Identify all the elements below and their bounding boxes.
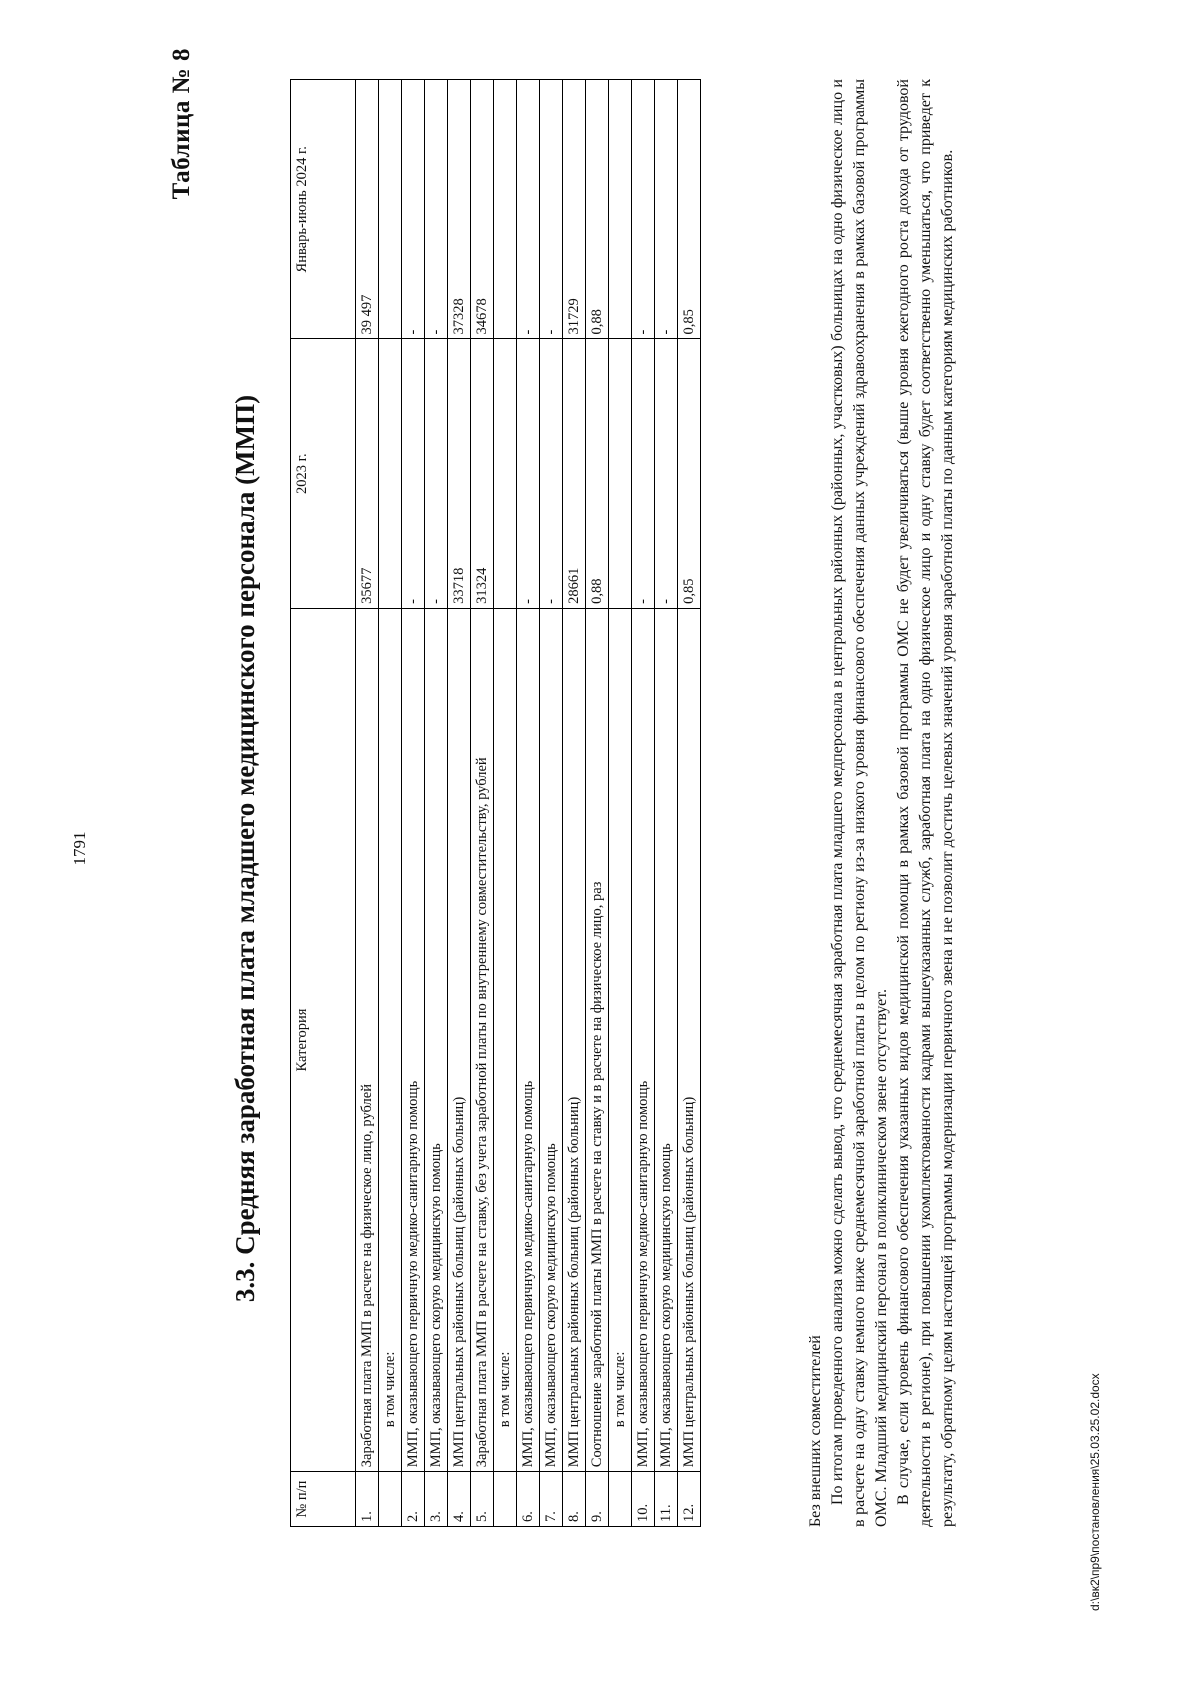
header-2024: Январь-июнь 2024 г. <box>291 80 356 340</box>
table-header-row <box>291 80 356 1527</box>
table-row <box>356 80 379 1527</box>
row-value-2023: 28661 <box>563 339 586 608</box>
row-num: 3. <box>425 1472 448 1527</box>
header-2023: 2023 г. <box>291 339 356 608</box>
row-value-2023: - <box>517 339 540 608</box>
row-value-2024: - <box>402 80 425 340</box>
row-value-2024: - <box>632 80 655 340</box>
file-path-footer: d:\вк2\пр9\постановления\25.03.25.02.docx <box>1088 1373 1102 1611</box>
row-value-2024 <box>379 80 402 340</box>
row-category: Соотношение заработной платы ММП в расчете на ставку и в расчете на физическое лицо, раз <box>586 608 609 1471</box>
row-num: 9. <box>586 1472 609 1527</box>
row-value-2024: 34678 <box>471 80 494 340</box>
salary-table <box>290 79 701 1527</box>
row-category: Заработная плата ММП в расчете на ставку, без учета заработной платы по внутреннему совместительству, рублей <box>471 608 494 1471</box>
row-category: ММП центральных районных больниц (районных больниц) <box>563 608 586 1471</box>
row-num: 12. <box>678 1472 701 1527</box>
row-value-2023: 33718 <box>448 339 471 608</box>
table-row <box>448 80 471 1527</box>
row-value-2024 <box>494 80 517 340</box>
row-category: ММП, оказывающего скорую медицинскую помощь <box>540 608 563 1471</box>
row-value-2023 <box>494 339 517 608</box>
note-paragraph-1: По итогам проведенного анализа можно сделать вывод, что среднемесячная заработная плата младшего медперсонала в центральных районных (районных, участковых) больницах на одно физическое лицо и в расчете на одну ставку немного ниже среднемесячной заработной платы в целом по региону из-за низкого уровня финансового обеспечения данных учреждений здравоохранения в рамках базовой программы ОМС. Младший медицинский персонал в поликлиническом звене отсутствует. <box>829 79 890 1527</box>
table-row <box>494 80 517 1527</box>
row-value-2024: - <box>425 80 448 340</box>
row-value-2023: 0,88 <box>586 339 609 608</box>
row-value-2024: - <box>517 80 540 340</box>
table-row <box>586 80 609 1527</box>
note-paragraph-2: В случае, если уровень финансового обеспечения указанных видов медицинской помощи в рамках базовой программы ОМС не будет увеличиваться (выше уровня ежегодного роста дохода от трудовой деятельности в регионе), при повышении укомплектованности кадрами вышеуказанных служб, заработная плата на одно физическое лицо и одну ставку будет соответственно уменьшаться, что приведет к результату, обратному целям настоящей программы модернизации первичного звена и не позволит достичь целевых значений уровня заработной платы по данным категориям медицинских работников. <box>895 79 956 1527</box>
row-category: ММП центральных районных больниц (районных больниц) <box>678 608 701 1471</box>
row-num <box>609 1472 632 1527</box>
row-value-2024: 37328 <box>448 80 471 340</box>
row-num <box>494 1472 517 1527</box>
row-value-2024: 31729 <box>563 80 586 340</box>
table-body <box>356 80 701 1527</box>
row-num: 11. <box>655 1472 678 1527</box>
table-row <box>609 80 632 1527</box>
row-num: 1. <box>356 1472 379 1527</box>
table-row <box>632 80 655 1527</box>
row-value-2024 <box>609 80 632 340</box>
row-num: 5. <box>471 1472 494 1527</box>
note-line: Без внешних совместителей <box>807 1335 824 1527</box>
row-value-2023: 0,85 <box>678 339 701 608</box>
row-category: в том числе: <box>379 608 402 1471</box>
row-category: Заработная плата ММП в расчете на физическое лицо, рублей <box>356 608 379 1471</box>
row-num: 4. <box>448 1472 471 1527</box>
row-value-2023: - <box>540 339 563 608</box>
row-category: в том числе: <box>494 608 517 1471</box>
table-row <box>655 80 678 1527</box>
row-value-2024: 39 497 <box>356 80 379 340</box>
row-category: в том числе: <box>609 608 632 1471</box>
row-category: ММП, оказывающего первичную медико-санитарную помощь <box>632 608 655 1471</box>
row-value-2023: - <box>655 339 678 608</box>
row-num: 10. <box>632 1472 655 1527</box>
row-num: 7. <box>540 1472 563 1527</box>
section-title: 3.3. Средняя заработная плата младшего медицинского персонала (ММП) <box>230 394 260 1303</box>
row-category: ММП центральных районных больниц (районных больниц) <box>448 608 471 1471</box>
row-value-2023 <box>609 339 632 608</box>
row-value-2023: 35677 <box>356 339 379 608</box>
page-number: 1791 <box>70 831 89 866</box>
table-row <box>379 80 402 1527</box>
row-value-2023: - <box>402 339 425 608</box>
row-category: ММП, оказывающего скорую медицинскую помощь <box>425 608 448 1471</box>
row-value-2023: - <box>632 339 655 608</box>
row-value-2024: 0,88 <box>586 80 609 340</box>
table-row <box>540 80 563 1527</box>
row-num: 2. <box>402 1472 425 1527</box>
table-number-label: Таблица № 8 <box>168 48 195 200</box>
row-value-2023: 31324 <box>471 339 494 608</box>
table-row <box>471 80 494 1527</box>
row-value-2024: 0,85 <box>678 80 701 340</box>
row-num <box>379 1472 402 1527</box>
table-row <box>425 80 448 1527</box>
table-row <box>678 80 701 1527</box>
row-category: ММП, оказывающего первичную медико-санитарную помощь <box>402 608 425 1471</box>
table-row <box>402 80 425 1527</box>
notes-block <box>805 79 959 1527</box>
table-row <box>563 80 586 1527</box>
row-value-2023: - <box>425 339 448 608</box>
header-category: Категория <box>291 608 356 1471</box>
row-category: ММП, оказывающего скорую медицинскую помощь <box>655 608 678 1471</box>
row-value-2024: - <box>540 80 563 340</box>
header-num: № п/п <box>291 1472 356 1527</box>
row-num: 6. <box>517 1472 540 1527</box>
row-category: ММП, оказывающего первичную медико-санитарную помощь <box>517 608 540 1471</box>
row-num: 8. <box>563 1472 586 1527</box>
row-value-2024: - <box>655 80 678 340</box>
table-row <box>517 80 540 1527</box>
row-value-2023 <box>379 339 402 608</box>
